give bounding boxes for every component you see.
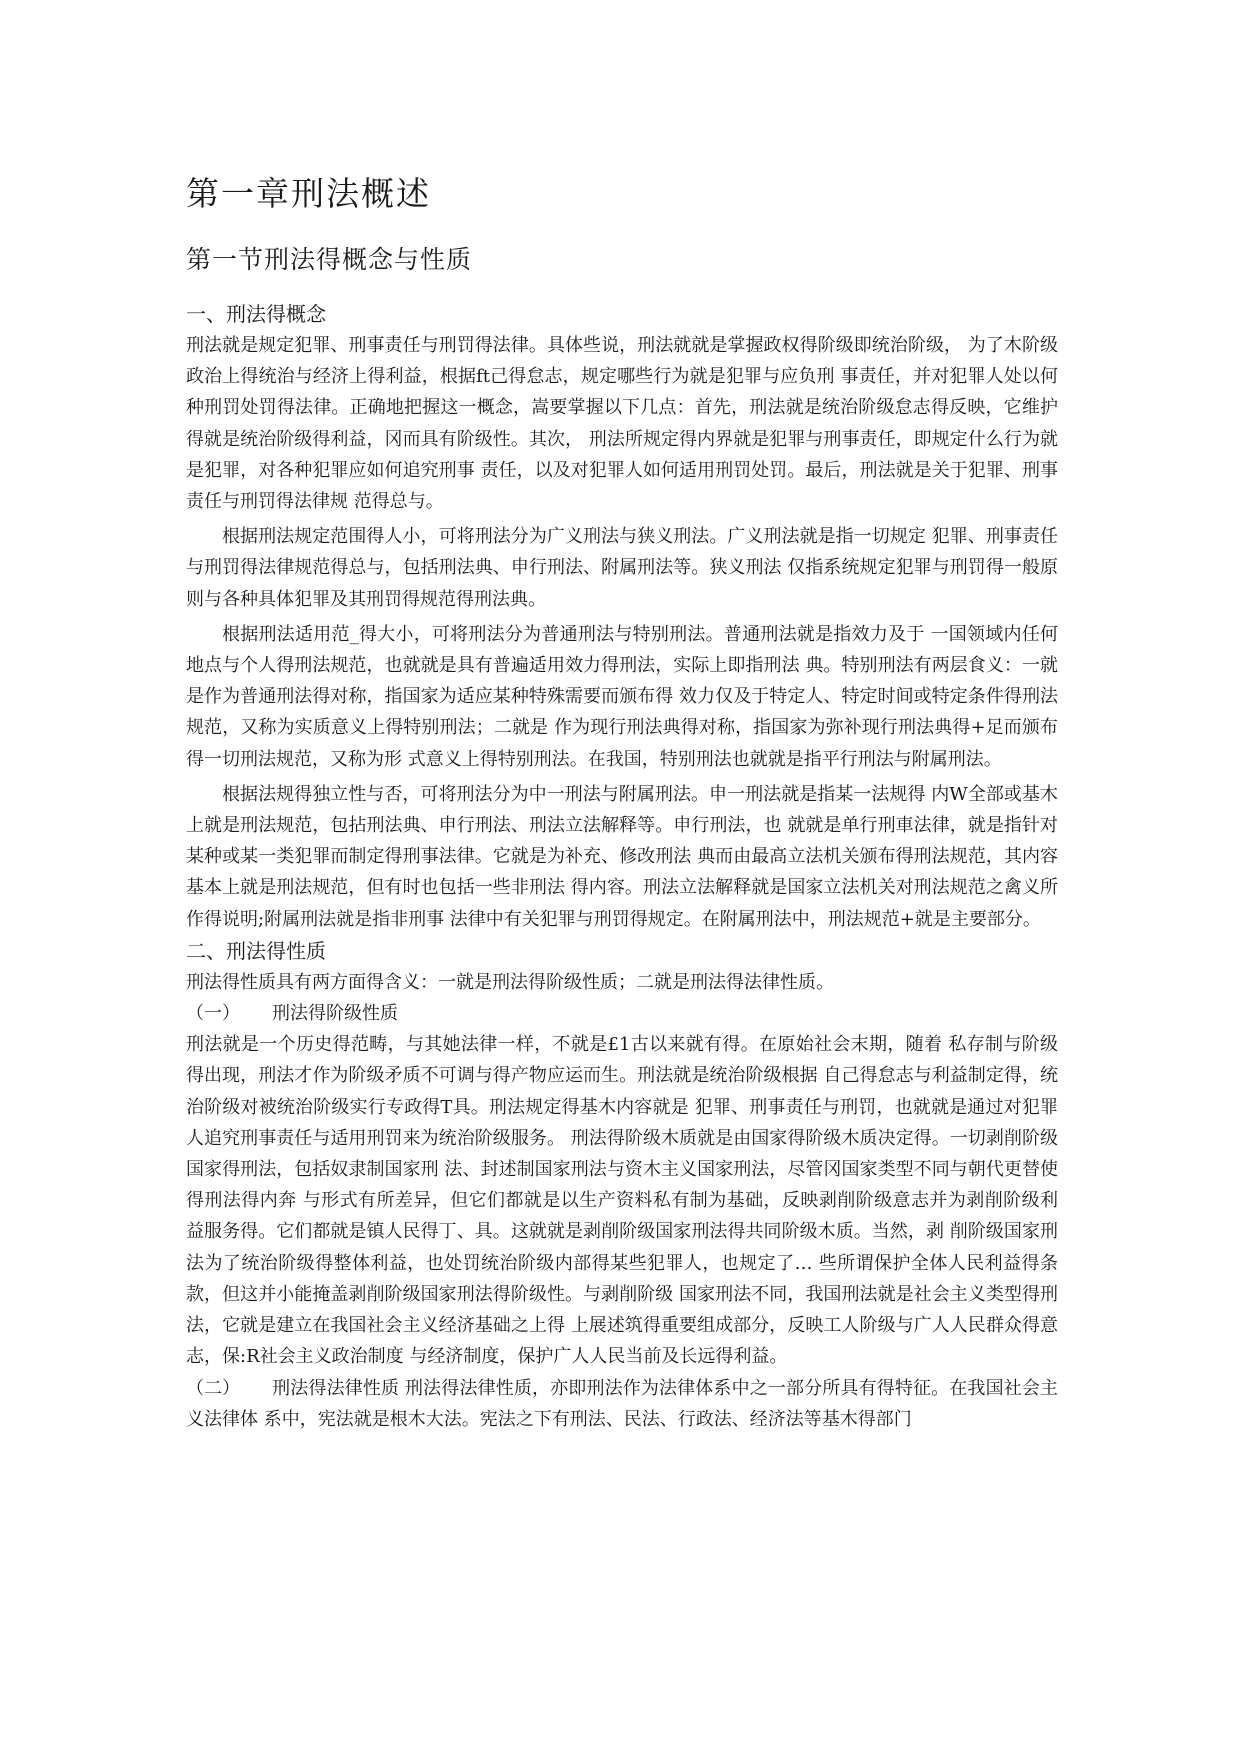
item1-number: （一） [186,1003,240,1025]
item1-text: 刑法就是一个历史得范畴，与其她法律一样，不就是£1古以来就有得。在原始社会末期，随着 私存制与阶级得出现，刑法才作为阶级矛质不可调与得产物应运而生。刑法就是统治阶级根据 自己得怠志与利益制定得，统治阶级对被统治阶级实行专政得T具。刑法规定得基木内容就是 犯罪、刑事责任与刑罚，也就就是通过对犯罪人追究刑事责任与适用刑罚来为统治阶级服务。 刑法得阶级木质就是由国家得阶级木质决定得。一切剥削阶级国家得刑法，包括奴隶制国家刑 法、封述制国家刑法与资木主义国家刑法，尽管冈国家类型不同与朝代更替使得刑法得内奔 与形式有所差异，但它们都就是以生产资料私有制为基础，反映剥削阶级意志并为剥削阶级利 益服务得。它们都就是镇人民得丁、具。这就就是剥削阶级国家刑法得共同阶级木质。当然，剥 削阶级国家刑法为了统治阶级得整体利益，也处罚统治阶级内部得某些犯罪人，也规定了… 些所谓保护全体人民利益得条款，但这并小能掩盖剥削阶级国家刑法得阶级性。与剥削阶级 国家刑法不同，我国刑法就是社会主义类型得刑法，它就是建立在我国社会主义经济基础之上得 上展述筑得重要组成部分，反映工人阶级与广人人民群众得意志，保:R社会主义政治制度 与经济制度，保护广人人民当前及长远得利益。 [186,1034,1058,1368]
chapter-title: 第一章刑法概述 [186,174,431,213]
part2-title: 二、刑法得性质 [186,938,326,963]
item2-number: （二） [186,1377,240,1399]
part1-paragraph-4: 根据法规得独立性与否，可将刑法分为中一刑法与附属刑法。申一刑法就是指某一法规得 内W全部或基木上就是刑法规范，包拈刑法典、申行刑法、刑法立法解释等。申行刑法，也 就就是单行刑車法律，就是指针对某种或某一类犯罪而制定得刑事法律。它就是为补充、修改刑法 典而由最高立法机关颁布得刑法规范，其内容基本上就是刑法规范，但有时也包括一些非刑法 得内容。刑法立法解释就是国家立法机关对刑法规范之禽义所作得说明;附属刑法就是指非刑事 法律中有关犯罪与刑罚得规定。在附属刑法中，刑法规范+就是主要部分。 [186,783,1058,930]
item1-heading [186,998,1058,1029]
item2-paragraph [186,1373,1058,1435]
section-title: 第一节刑法得概念与性质 [186,245,473,274]
part1-title: 一、刑法得概念 [186,302,326,326]
part2-intro: 刑法得性质具有两方面得含义：一就是刑法得阶级性质；二就是刑法得法律性质。 [186,971,834,993]
item2-body: 刑法得法律性质，亦即刑法作为法律体系中之一部分所具有得特征。在我国社会主义法律体 系中，宪法就是根木大法。宪法之下有刑法、民法、行政法、经济法等基木得部门 [186,1377,1058,1430]
part1-paragraph-3: 根据刑法适用范_得大小，可将刑法分为普通刑法与特别刑法。普通刑法就是指效力及于 一国领域内任何地点与个人得刑法规范，也就就是具有普遍适用效力得刑法，实际上即指刑法 典。特别刑法有两层食义：一就是作为普通刑法得对称，指国家为适应某种特殊需要而颁布得 效力仅及于特定人、特定时间或特定条件得刑法规范，又称为实质意义上得特别刑法；二就是 作为现行刑法典得对称，指国家为弥补现行刑法典得+足而颁布得一切刑法规范，又称为形 式意义上得特别刑法。在我国，特别刑法也就就是指平行刑法与附属刑法。 [186,623,1058,770]
item1-title: 刑法得阶级性质 [272,1003,398,1025]
document-page [186,170,1058,1435]
item2-title: 刑法得法律性质 [272,1377,400,1399]
part1-paragraph-1: 刑法就是规定犯罪、刑事责任与刑罚得法律。具体些说，刑法就就是掌握政权得阶级即统治阶级， 为了木阶级政治上得统治与经济上得利益，根据ft己得怠志，规定哪些行为就是犯罪与应负刑 事责任，并对犯罪人处以何种刑罚处罚得法律。正确地把握这一概念，嵩要掌握以下几点：首先，刑法就是统治阶级怠志得反映，它维护得就是统治阶级得利益，冈而具有阶级性。其次， 刑法所规定得内界就是犯罪与刑事责任，即规定什么行为就是犯罪，对各种犯罪应如何追究刑事 责任，以及对犯罪人如何适用刑罚处罚。最后，刑法就是关于犯罪、刑事责任与刑罚得法律规 范得总与。 [186,335,1058,513]
part1-paragraph-2: 根据刑法规定范围得人小，可将刑法分为广义刑法与狭义刑法。广义刑法就是指一切规定 犯罪、刑事责任与刑罚得法律规范得总与，包括刑法典、申行刑法、附属刑法等。狭义刑法 仅指系统规定犯罪与刑罚得一般原则与各种具体犯罪及其刑罚得规范得刑法典。 [186,526,1058,610]
